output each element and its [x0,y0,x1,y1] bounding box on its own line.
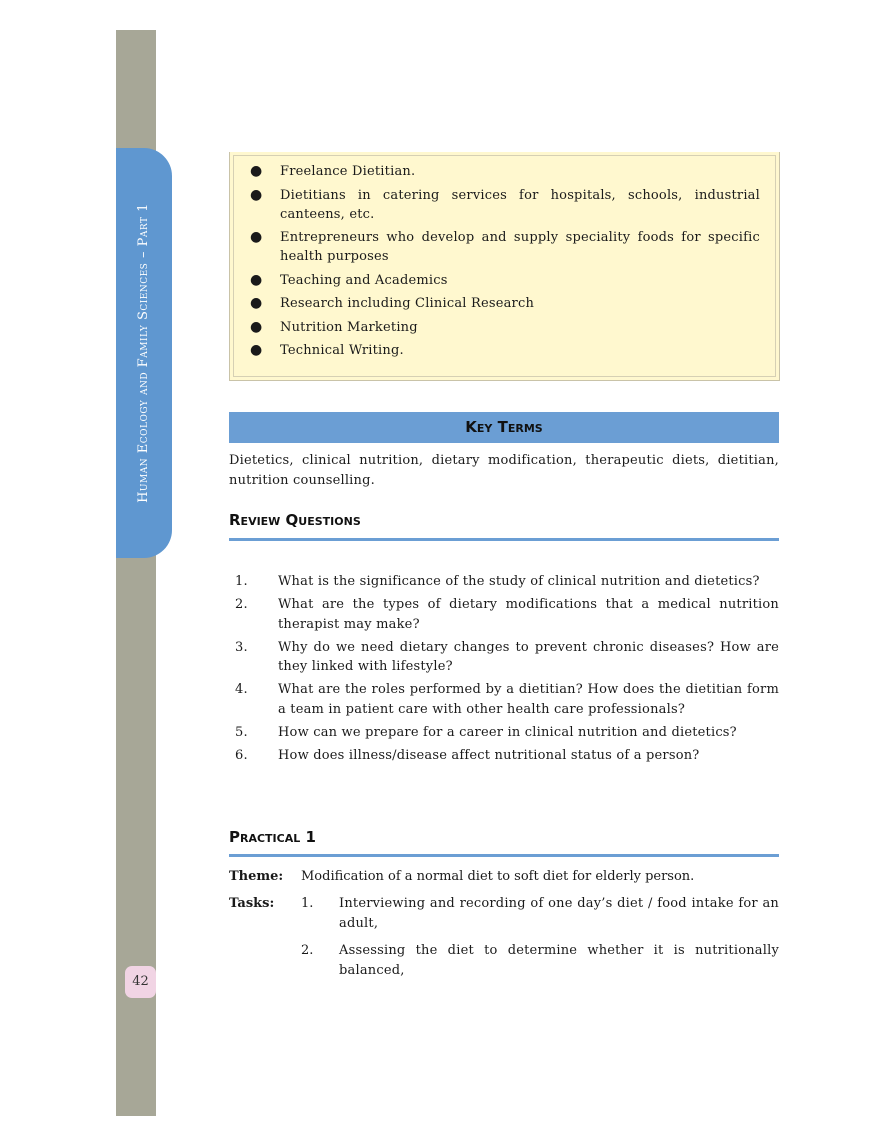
practical-heading: Practical 1 [229,828,316,846]
question-item: 2. What are the types of dietary modifications that a medical nutrition therapist may make? [235,597,779,632]
career-options-box [229,152,780,381]
bullet-icon: ● [250,229,263,245]
review-questions-list [229,572,779,769]
question-item: 3. Why do we need dietary changes to prevent chronic diseases? How are they linked with lifestyle? [235,639,779,674]
list-item: ● Teaching and Academics [250,271,448,288]
list-item: ● Technical Writing. [250,342,404,358]
bullet-icon: ● [250,163,263,179]
bullet-icon: ● [250,186,263,203]
bullet-icon: ● [250,271,263,288]
question-item: 1. What is the significance of the study of clinical nutrition and dietetics? [235,574,760,589]
list-item: ● Entrepreneurs who develop and supply speciality foods for specific health purposes [250,229,760,264]
tasks-label: Tasks: [229,896,275,911]
list-item: ● Nutrition Marketing [250,318,418,335]
theme-text: Modification of a normal diet to soft diet for elderly person. [301,869,695,884]
practical-rule [229,854,779,857]
review-questions-rule [229,538,779,541]
bullet-icon: ● [250,342,263,358]
list-item: ● Freelance Dietitian. [250,163,416,179]
key-terms-heading: Key Terms [229,412,779,443]
review-questions-heading: Review Questions [229,511,361,529]
list-item: ● Dietitians in catering services for hospitals, schools, industrial canteens, etc. [250,186,760,222]
page-number: 42 [125,966,156,998]
question-item: 6. How does illness/disease affect nutritional status of a person? [235,747,700,763]
book-title-vertical: Human Ecology and Family Sciences – Part 1 [136,203,151,503]
key-terms-text: Dietetics, clinical nutrition, dietary modification, therapeutic diets, dietitian, nutrition counselling. [229,453,779,488]
question-item: 4. What are the roles performed by a dietitian? How does the dietitian form a team in patient care with other health care professionals? [235,682,779,717]
bullet-icon: ● [250,318,263,335]
bullet-icon: ● [250,295,263,311]
career-list [250,162,760,365]
theme-label: Theme: [229,869,284,884]
list-item: ● Research including Clinical Research [250,295,535,311]
question-item: 5. How can we prepare for a career in clinical nutrition and dietetics? [235,724,737,740]
